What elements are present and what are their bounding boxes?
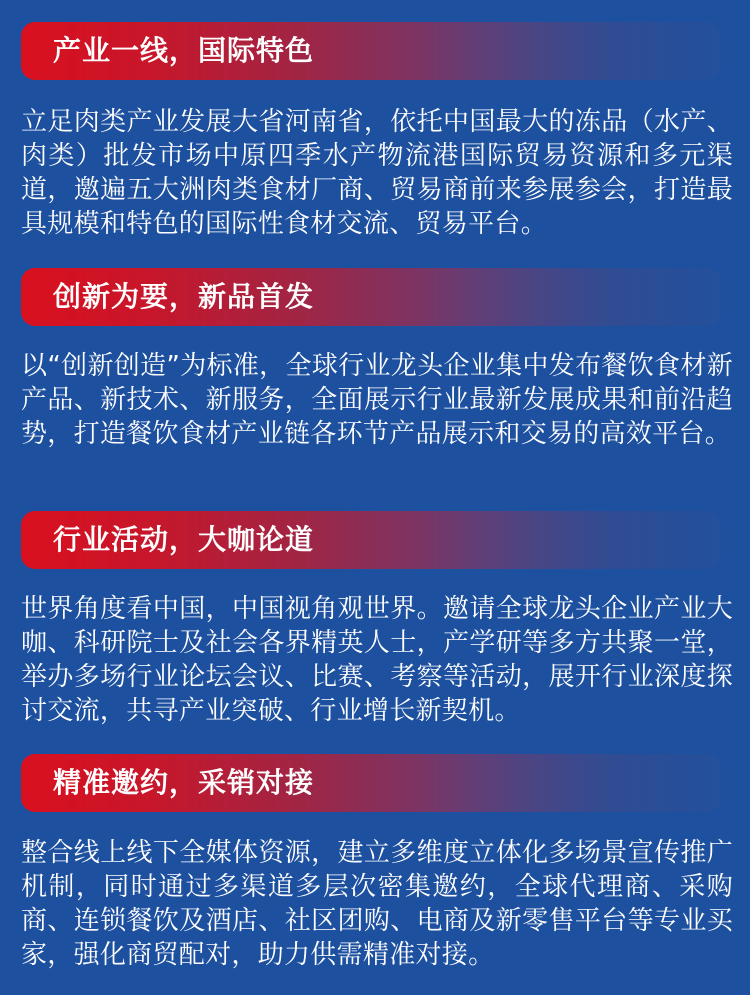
- section-header: [21, 22, 721, 80]
- section-description: 以“创新创造”为标准，全球行业龙头企业集中发布餐饮食材新产品、新技术、新服务，全面展示行业最新发展成果和前沿趋势，打造餐饮食材产业链各环节产品展示和交易的高效平台。: [21, 351, 733, 449]
- section-header: [21, 754, 721, 812]
- section-title: 创新为要，新品首发: [53, 280, 315, 313]
- section-description: 世界角度看中国，中国视角观世界。邀请全球龙头企业产业大咖、科研院士及社会各界精英人士，产学研等多方共聚一堂，举办多场行业论坛会议、比赛、考察等活动，展开行业深度探讨交流，共寻产业突破、行业增长新契机。: [21, 594, 733, 726]
- section-description: 立足肉类产业发展大省河南省，依托中国最大的冻品（水产、肉类）批发市场中原四季水产物流港国际贸易资源和多元渠道，邀遍五大洲肉类食材厂商、贸易商前来参展参会，打造最具规模和特色的国际性食材交流、贸易平台。: [21, 107, 733, 239]
- section-description: 整合线上线下全媒体资源，建立多维度立体化多场景宣传推广机制，同时通过多渠道多层次密集邀约，全球代理商、采购商、连锁餐饮及酒店、社区团购、电商及新零售平台等专业买家，强化商贸配对，助力供需精准对接。: [21, 838, 733, 970]
- section-title: 精准邀约，采销对接: [53, 766, 315, 799]
- section-header: [21, 268, 721, 326]
- header-gradient-shade: [421, 511, 721, 569]
- section-header: [21, 511, 721, 569]
- header-gradient-shade: [421, 22, 721, 80]
- section-title: 行业活动，大咖论道: [53, 523, 315, 556]
- header-gradient-shade: [421, 268, 721, 326]
- header-gradient-shade: [421, 754, 721, 812]
- section-title: 产业一线，国际特色: [53, 34, 315, 67]
